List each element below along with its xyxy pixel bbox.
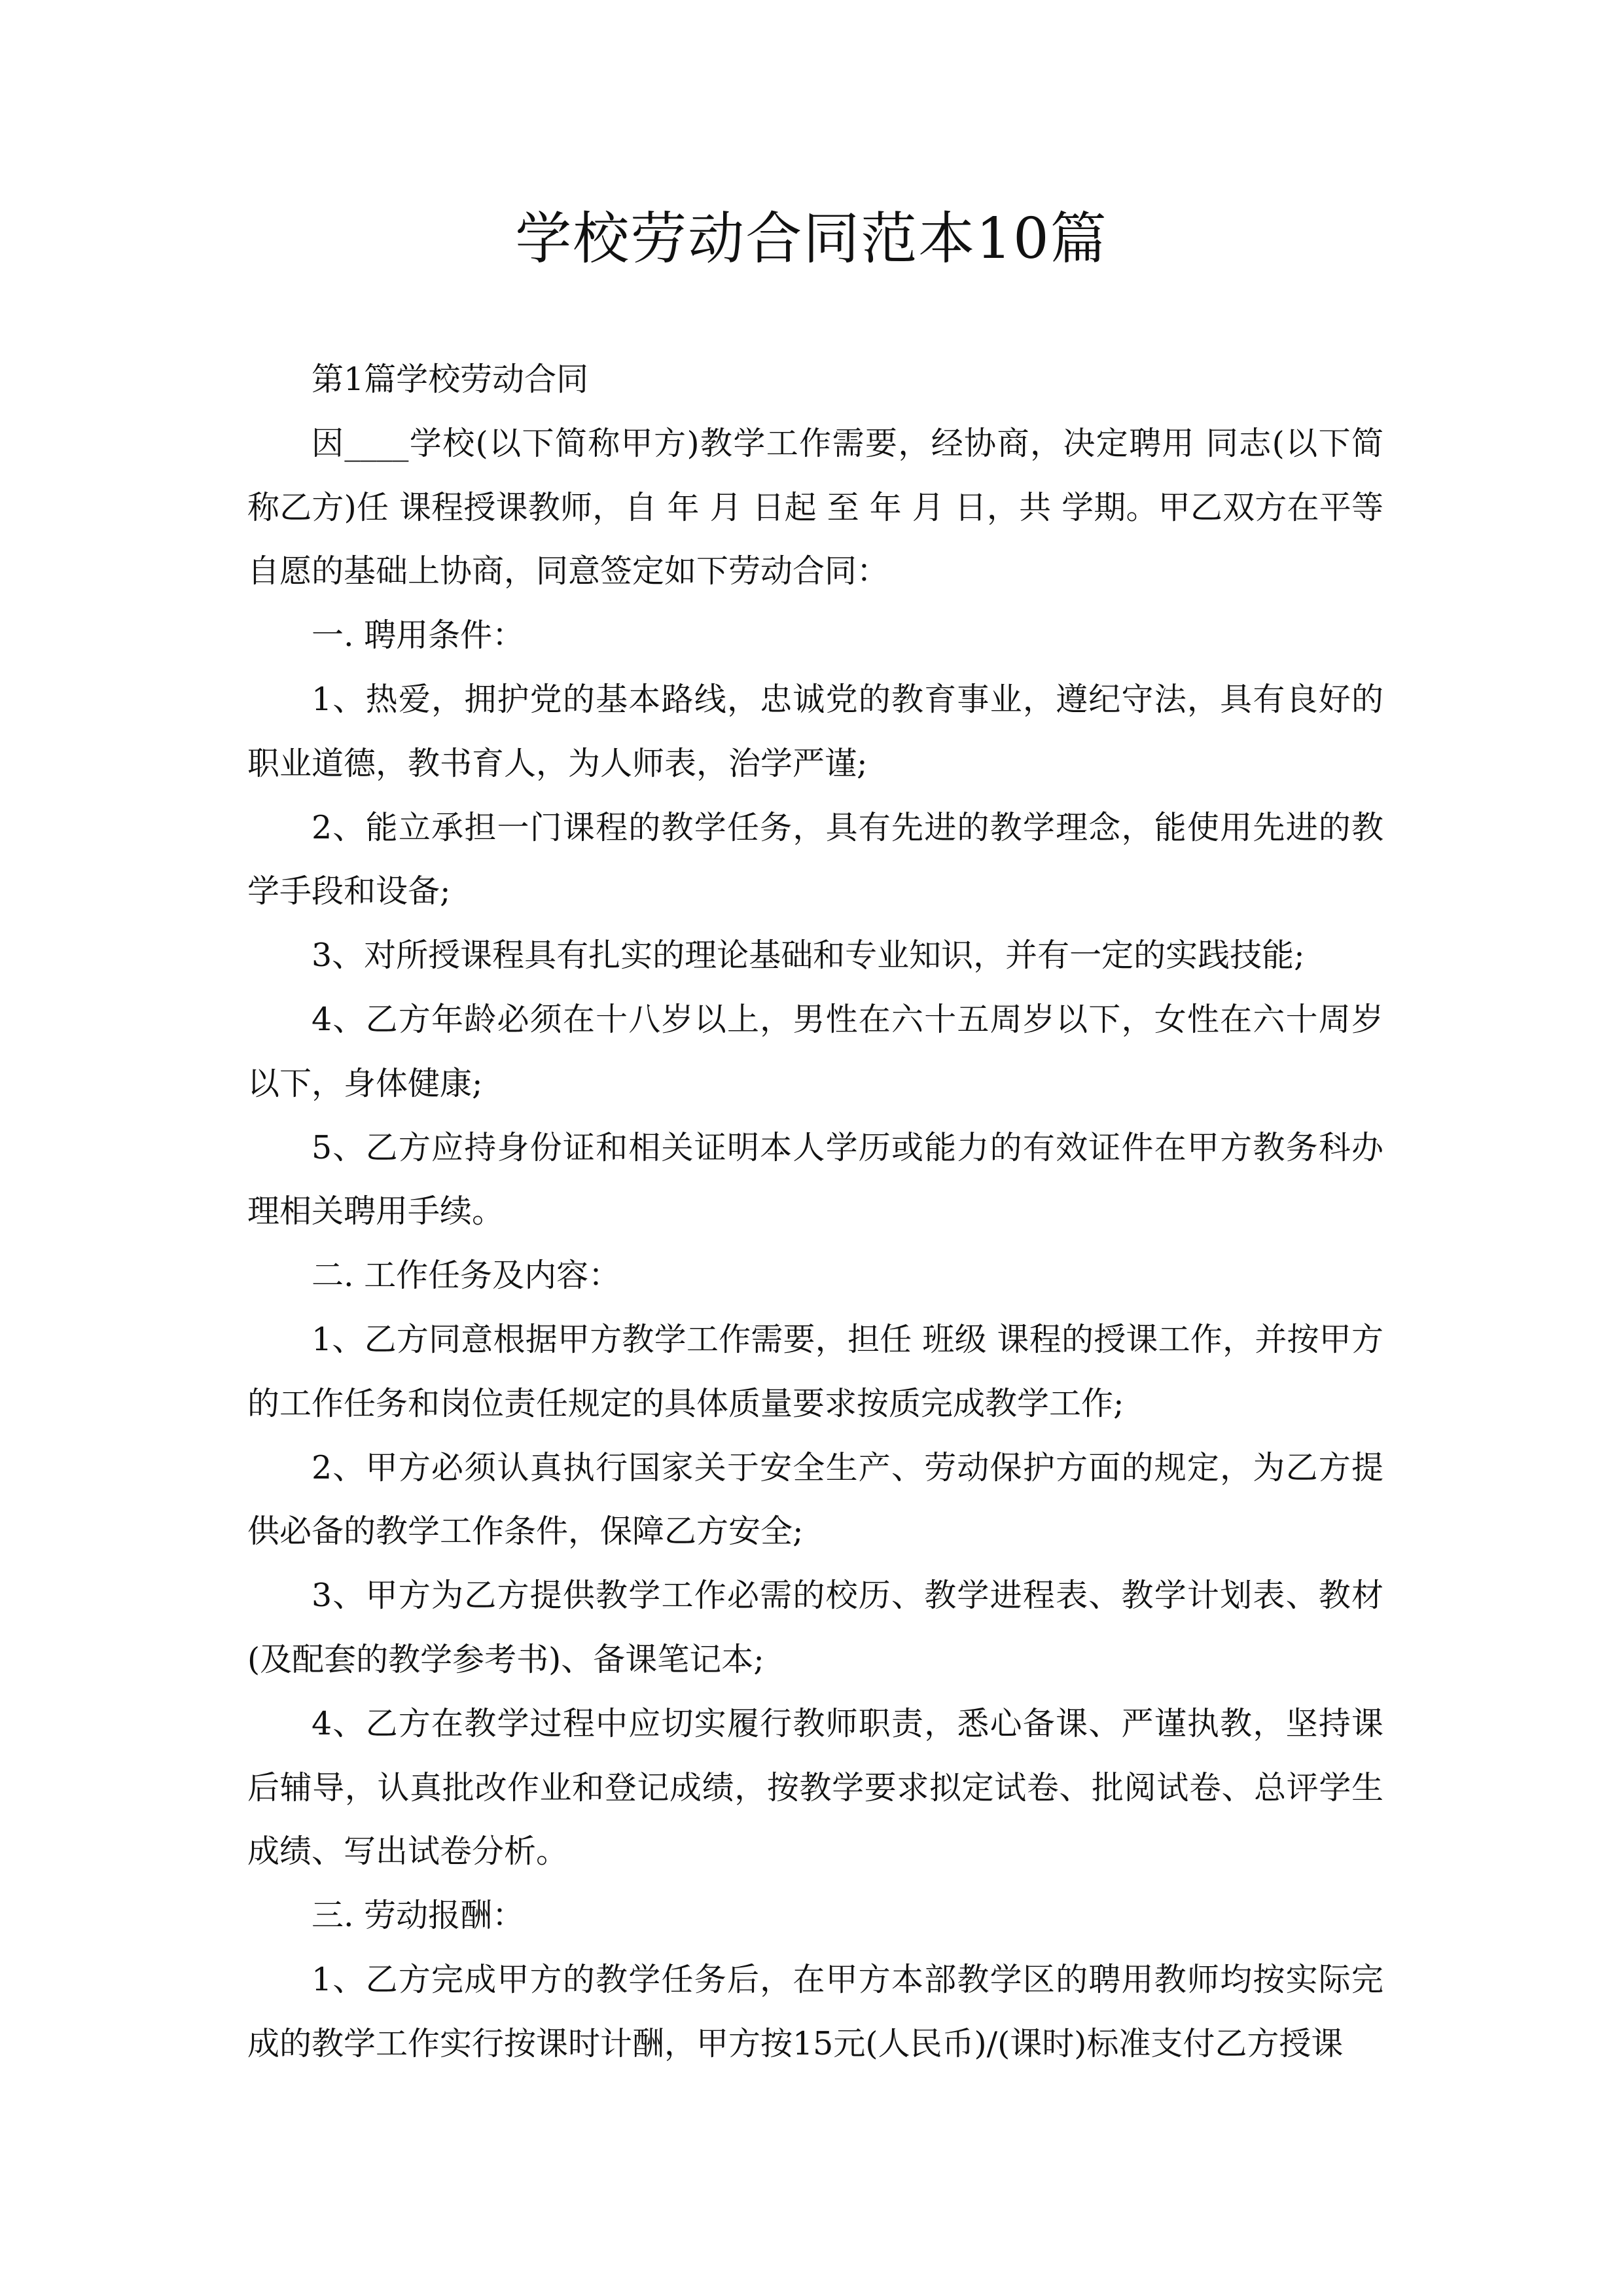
clause-paragraph: 1、热爱，拥护党的基本路线，忠诚党的教育事业，遵纪守法，具有良好的职业道德，教书育人，为人师表，治学严谨; [247, 680, 1383, 782]
intro-paragraph: 因____学校(以下简称甲方)教学工作需要，经协商，决定聘用 同志(以下简称乙方)任 课程授课教师，自 年 月 日起 至 年 月 日，共 学期。甲乙双方在平等自愿的基础上协商，同意签定如下劳动合同： [247, 424, 1383, 590]
clause-paragraph: 3、甲方为乙方提供教学工作必需的校历、教学进程表、教学计划表、教材(及配套的教学参考书)、备课笔记本; [247, 1577, 1383, 1678]
clause-paragraph: 5、乙方应持身份证和相关证明本人学历或能力的有效证件在甲方教务科办理相关聘用手续。 [247, 1128, 1383, 1230]
section-heading: 三. 劳动报酬： [312, 1897, 525, 1935]
document-title: 学校劳动合同范本10篇 [515, 206, 1108, 272]
document-body [247, 348, 1383, 2076]
section-heading: 一. 聘用条件： [312, 617, 525, 655]
clause-paragraph: 1、乙方完成甲方的教学任务后，在甲方本部教学区的聘用教师均按实际完成的教学工作实行按课时计酬，甲方按15元(人民币)/(课时)标准支付乙方授课 [247, 1960, 1383, 2062]
section-heading: 第1篇学校劳动合同 [312, 361, 589, 398]
clause-paragraph: 2、甲方必须认真执行国家关于安全生产、劳动保护方面的规定，为乙方提供必备的教学工作条件，保障乙方安全; [247, 1448, 1383, 1551]
clause-paragraph: 4、乙方在教学过程中应切实履行教师职责，悉心备课、严谨执教，坚持课后辅导，认真批改作业和登记成绩，按教学要求拟定试卷、批阅试卷、总评学生成绩、写出试卷分析。 [247, 1704, 1383, 1871]
section-heading: 二. 工作任务及内容： [312, 1257, 621, 1295]
clause-paragraph: 2、能立承担一门课程的教学任务，具有先进的教学理念，能使用先进的教学手段和设备; [247, 808, 1383, 910]
clause-paragraph: 4、乙方年龄必须在十八岁以上，男性在六十五周岁以下，女性在六十周岁以下，身体健康; [247, 1000, 1383, 1102]
clause-paragraph: 3、对所授课程具有扎实的理论基础和专业知识，并有一定的实践技能; [312, 937, 1305, 975]
clause-paragraph: 1、乙方同意根据甲方教学工作需要，担任 班级 课程的授课工作，并按甲方的工作任务和岗位责任规定的具体质量要求按质完成教学工作; [247, 1320, 1383, 1422]
